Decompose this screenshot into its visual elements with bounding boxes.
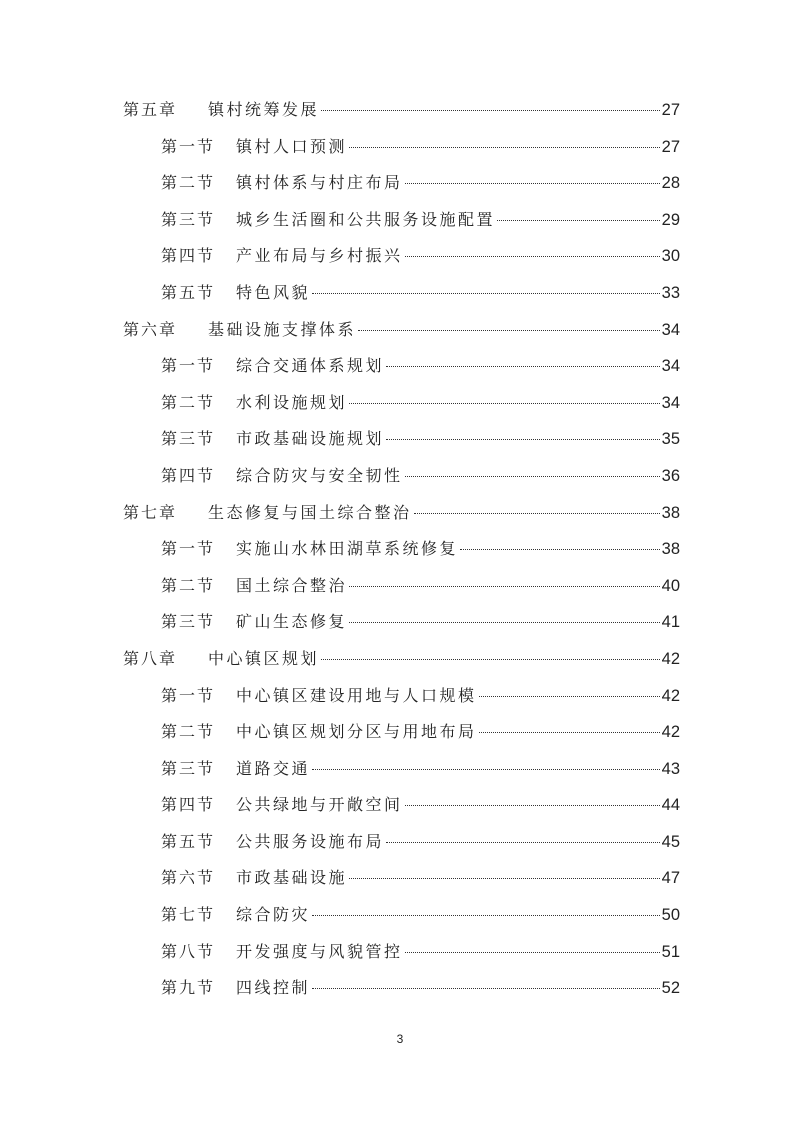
toc-entry-label: 第二节 (161, 722, 216, 742)
toc-chapter-entry[interactable] (123, 96, 680, 133)
toc-entry-title: 开发强度与风貌管控 (236, 941, 403, 961)
dot-leader (321, 659, 660, 660)
toc-entry-page: 44 (661, 796, 680, 815)
toc-section-entry[interactable] (123, 755, 680, 792)
toc-entry-label: 第一节 (161, 136, 216, 156)
toc-entry-page: 42 (661, 649, 680, 668)
toc-section-entry[interactable] (123, 425, 680, 462)
dot-leader (321, 110, 660, 111)
toc-entry-label: 第四节 (161, 465, 216, 485)
toc-entry-title: 矿山生态修复 (236, 612, 348, 632)
toc-entry-label: 第三节 (161, 209, 216, 229)
toc-section-entry[interactable] (123, 901, 680, 938)
toc-entry-label: 第一节 (161, 539, 216, 559)
toc-entry-title: 水利设施规划 (236, 392, 348, 412)
toc-chapter-entry[interactable] (123, 645, 680, 682)
toc-entry-page: 45 (661, 832, 680, 851)
toc-entry-page: 27 (661, 101, 680, 119)
toc-entry-page: 43 (661, 759, 680, 778)
toc-chapter-entry[interactable] (123, 316, 680, 353)
toc-entry-title: 综合交通体系规划 (236, 356, 385, 376)
toc-entry-page: 33 (661, 283, 680, 302)
toc-section-entry[interactable] (123, 974, 680, 1011)
toc-chapter-entry[interactable] (123, 499, 680, 536)
toc-section-entry[interactable] (123, 828, 680, 865)
toc-entry-label: 第一节 (161, 356, 216, 376)
dot-leader (405, 805, 660, 806)
toc-entry-title: 中心镇区建设用地与人口规模 (236, 685, 477, 705)
dot-leader (405, 476, 660, 477)
toc-entry-label: 第九节 (161, 978, 216, 998)
dot-leader (386, 366, 660, 367)
toc-section-entry[interactable] (123, 242, 680, 279)
toc-entry-title: 综合防灾 (236, 905, 311, 925)
toc-entry-page: 42 (661, 686, 680, 705)
table-of-contents (123, 96, 680, 1011)
toc-entry-label: 第六节 (161, 868, 216, 888)
toc-section-entry[interactable] (123, 535, 680, 572)
dot-leader (405, 256, 660, 257)
dot-leader (349, 622, 660, 623)
toc-entry-page: 50 (661, 906, 680, 925)
toc-entry-page: 38 (661, 540, 680, 559)
page-number: 3 (396, 1032, 404, 1046)
dot-leader (386, 842, 660, 843)
toc-section-entry[interactable] (123, 791, 680, 828)
toc-section-entry[interactable] (123, 133, 680, 170)
toc-entry-page: 36 (661, 466, 680, 485)
toc-entry-page: 29 (661, 210, 680, 229)
toc-entry-label: 第五节 (161, 831, 216, 851)
toc-entry-title: 市政基础设施 (236, 868, 348, 888)
dot-leader (414, 513, 660, 514)
toc-entry-page: 34 (661, 357, 680, 376)
toc-section-entry[interactable] (123, 169, 680, 206)
toc-section-entry[interactable] (123, 572, 680, 609)
toc-entry-page: 41 (661, 613, 680, 632)
toc-section-entry[interactable] (123, 608, 680, 645)
toc-entry-title: 城乡生活圈和公共服务设施配置 (236, 209, 496, 229)
dot-leader (460, 549, 660, 550)
dot-leader (386, 439, 660, 440)
toc-section-entry[interactable] (123, 462, 680, 499)
dot-leader (358, 330, 660, 331)
toc-section-entry[interactable] (123, 718, 680, 755)
toc-entry-label: 第二节 (161, 575, 216, 595)
toc-entry-title: 镇村人口预测 (236, 136, 348, 156)
toc-entry-page: 40 (661, 576, 680, 595)
toc-entry-label: 第二节 (161, 392, 216, 412)
toc-entry-page: 38 (661, 503, 680, 522)
toc-entry-title: 公共绿地与开敞空间 (236, 795, 403, 815)
toc-entry-label: 第七章 (123, 502, 178, 522)
toc-entry-label: 第二节 (161, 173, 216, 193)
dot-leader (349, 878, 660, 879)
toc-section-entry[interactable] (123, 682, 680, 719)
toc-entry-label: 第七节 (161, 905, 216, 925)
toc-entry-title: 实施山水林田湖草系统修复 (236, 539, 459, 559)
toc-entry-page: 34 (661, 320, 680, 339)
toc-entry-title: 国土综合整治 (236, 575, 348, 595)
dot-leader (349, 403, 660, 404)
toc-entry-title: 市政基础设施规划 (236, 429, 385, 449)
toc-entry-title: 基础设施支撑体系 (208, 319, 357, 339)
toc-entry-label: 第八节 (161, 941, 216, 961)
dot-leader (349, 147, 660, 148)
toc-section-entry[interactable] (123, 279, 680, 316)
toc-entry-label: 第一节 (161, 685, 216, 705)
dot-leader (405, 183, 660, 184)
toc-section-entry[interactable] (123, 389, 680, 426)
toc-entry-title: 道路交通 (236, 758, 311, 778)
toc-entry-title: 四线控制 (236, 978, 311, 998)
toc-entry-page: 35 (661, 430, 680, 449)
toc-entry-label: 第五节 (161, 282, 216, 302)
toc-entry-title: 特色风貌 (236, 282, 311, 302)
toc-entry-page: 27 (661, 137, 680, 156)
toc-entry-title: 生态修复与国土综合整治 (208, 502, 412, 522)
toc-entry-page: 42 (661, 723, 680, 742)
toc-entry-title: 公共服务设施布局 (236, 831, 385, 851)
dot-leader (312, 988, 660, 989)
toc-entry-title: 产业布局与乡村振兴 (236, 246, 403, 266)
dot-leader (405, 952, 660, 953)
toc-entry-title: 中心镇区规划 (208, 648, 320, 668)
dot-leader (349, 586, 660, 587)
dot-leader (312, 293, 660, 294)
toc-entry-page: 47 (661, 869, 680, 888)
dot-leader (312, 769, 660, 770)
toc-entry-label: 第五章 (123, 100, 178, 119)
toc-entry-page: 34 (661, 393, 680, 412)
toc-section-entry[interactable] (123, 938, 680, 975)
toc-section-entry[interactable] (123, 864, 680, 901)
toc-entry-page: 51 (661, 942, 680, 961)
toc-entry-label: 第四节 (161, 795, 216, 815)
toc-entry-label: 第三节 (161, 612, 216, 632)
toc-entry-title: 镇村统筹发展 (208, 100, 320, 119)
toc-entry-label: 第八章 (123, 648, 178, 668)
dot-leader (479, 732, 660, 733)
toc-entry-title: 中心镇区规划分区与用地布局 (236, 722, 477, 742)
toc-section-entry[interactable] (123, 206, 680, 243)
toc-entry-label: 第三节 (161, 758, 216, 778)
toc-entry-page: 28 (661, 174, 680, 193)
toc-entry-label: 第六章 (123, 319, 178, 339)
toc-entry-title: 镇村体系与村庄布局 (236, 173, 403, 193)
dot-leader (479, 696, 660, 697)
dot-leader (497, 220, 660, 221)
dot-leader (312, 915, 660, 916)
toc-section-entry[interactable] (123, 352, 680, 389)
toc-entry-page: 52 (661, 979, 680, 998)
toc-entry-title: 综合防灾与安全韧性 (236, 465, 403, 485)
toc-entry-page: 30 (661, 247, 680, 266)
toc-entry-label: 第四节 (161, 246, 216, 266)
toc-entry-label: 第三节 (161, 429, 216, 449)
